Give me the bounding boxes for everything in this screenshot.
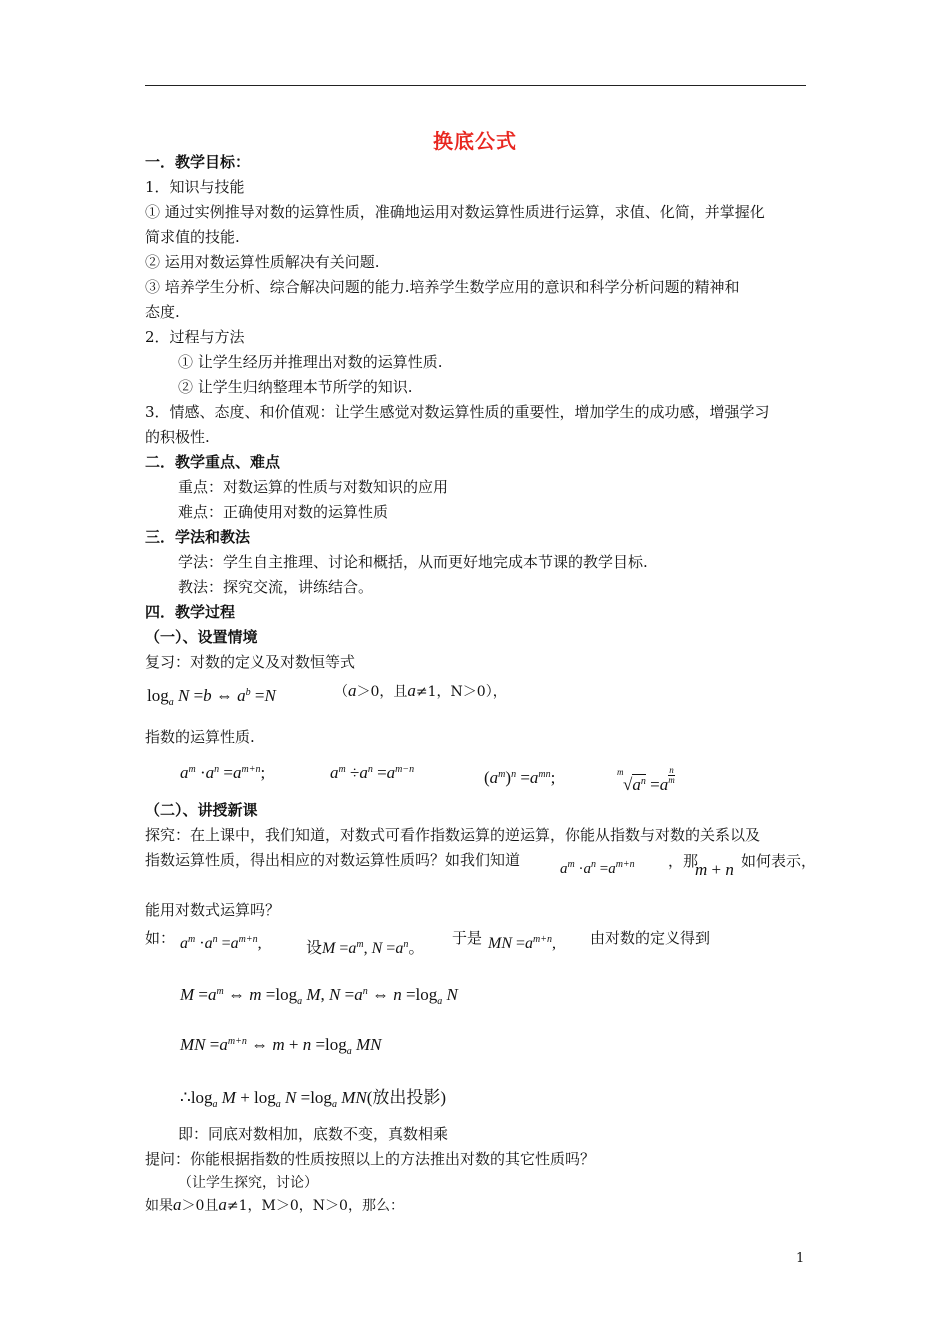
knowledge-item-3a: ③ 培养学生分析、综合解决问题的能力.培养学生数学应用的意识和科学分析问题的精神和 [145,278,740,296]
exp-props-line: 指数的运算性质. [145,728,255,746]
knowledge-item-1b: 简求值的技能. [145,228,240,246]
section-1-heading: 一．教学目标： [145,153,251,171]
knowledge-heading: 1．知识与技能 [145,178,245,196]
knowledge-item-1a: ① 通过实例推导对数的运算性质，准确地运用对数运算性质进行运算，求值、化简，并掌握化 [145,203,765,221]
if-condition-line: 如果a＞0且a≠1，M＞0，N＞0，那么： [145,1195,404,1214]
explore-line-c: 能用对数式运算吗？ [145,901,281,919]
emotion-line-a: 3．情感、态度、和价值观：让学生感觉对数运算性质的重要性，增加学生的成功感，增强学习 [145,403,770,421]
derivation-2: MN $=a^{m+n}$ ⇔ $m + n =\log_a$ MN [180,1035,382,1057]
subsection-1-heading: （一）、设置情境 [145,628,258,646]
derivation-1: $M =a^m$ ⇔ $m =\log_a$ M, $N =a^n$ ⇔ $n =\log_a$ N [180,985,458,1007]
emotion-line-b: 的积极性. [145,428,210,446]
m-plus-n: m + n [695,860,734,879]
exp-prop-quotient: $a^m \div a^n =a^{m-n}$ [330,763,415,782]
review-line: 复习：对数的定义及对数恒等式 [145,653,356,671]
exp-prop-product: $a^m \cdot a^n =a^{m+n}$; [180,763,266,782]
section-2-heading: 二．教学重点、难点 [145,453,281,471]
question-line: 提问：你能根据指数的性质按照以上的方法推出对数的其它性质吗？ [145,1150,596,1168]
conclusion-line: 即：同底对数相加，底数不变，真数相乘 [178,1125,449,1143]
subsection-2-heading: （二）、讲授新课 [145,801,258,819]
explore-inline-formula: $a^m \cdot a^n =a^{m+n}$ [560,859,635,877]
key-point: 重点：对数运算的性质与对数知识的应用 [178,478,449,496]
example-formula-1: $a^m \cdot a^n =a^{m+n}$, [180,934,262,952]
exp-prop-root: m $√a^n =a$ $\frac{n}{m}$ [617,765,675,795]
page-number: 1 [796,1251,805,1266]
definition-condition: （a＞0，且a≠1，N＞0）， [334,681,507,700]
difficult-point: 难点：正确使用对数的运算性质 [178,503,389,521]
process-heading: 2．过程与方法 [145,328,245,346]
example-formula-mn: MN $=a^{m+n}$, [488,934,557,952]
explore-line-b: 指数运算性质，得出相应的对数运算性质吗？如我们知道 [145,851,521,869]
example-def: 由对数的定义得到 [590,929,711,947]
section-4-heading: 四．教学过程 [145,603,236,621]
study-method: 学法：学生自主推理、讨论和概括，从而更好地完成本节课的教学目标. [178,553,648,571]
example-set: 设$M =a^m$, $N =a^n$。 [306,939,425,957]
log-product-rule: $\therefore\log_a$ $M + \log_a N =\log_a$ MN(放出投影) [180,1088,447,1110]
page-title: 换底公式 [433,129,517,153]
log-definition-formula: $\log_a N =b$ ⇔ $a^b =N$ [147,686,276,708]
knowledge-item-2: ② 运用对数运算性质解决有关问题. [145,253,380,271]
explore-line-a: 探究：在上课中，我们知道，对数式可看作指数运算的逆运算，你能从指数与对数的关系以及 [145,826,761,844]
header-rule [145,85,806,86]
process-item-1: ① 让学生经历并推理出对数的运算性质. [178,353,443,371]
teach-method: 教法：探究交流，讲练结合。 [178,578,374,596]
knowledge-item-3b: 态度. [145,303,180,321]
explore-then: ，那 [668,852,699,870]
exp-prop-power: $(a^m)^n =a^{mn}$; [484,768,556,787]
section-3-heading: 三．学法和教法 [145,528,251,546]
explore-how: 如何表示， [741,852,817,870]
example-then: 于是 [452,929,483,947]
example-prefix: 如： [145,929,176,947]
discuss-line: （让学生探究，讨论） [178,1175,318,1191]
process-item-2: ② 让学生归纳整理本节所学的知识. [178,378,413,396]
